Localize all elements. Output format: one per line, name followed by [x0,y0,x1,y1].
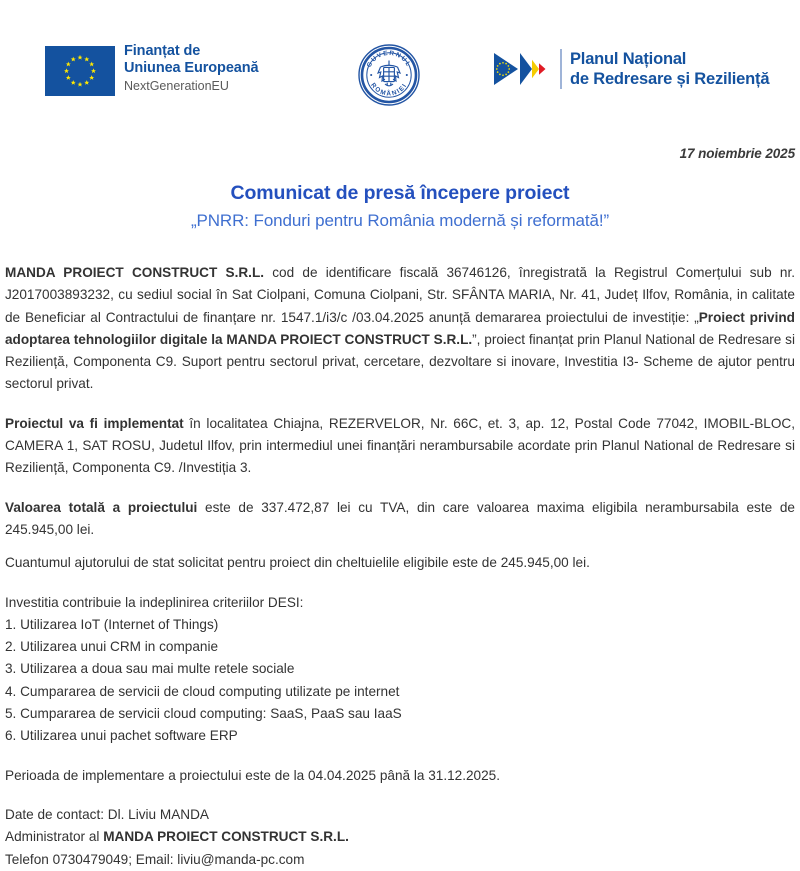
total-value-lead: Valoarea totală a proiectului [5,499,198,515]
title-block [0,180,800,234]
desi-list-item: 1. Utilizarea IoT (Internet of Things) [5,616,219,632]
paragraph-3-text: este de 337.472,87 lei cu TVA, din care valoarea maxima eligibila nerambursabila este de 245.945,00 lei. [5,499,795,537]
pnrr-logo-text [570,49,769,89]
svg-text:ROMÂNIEI: ROMÂNIEI [369,81,409,98]
page-subtitle: „PNRR: Fonduri pentru România modernă și reformată!” [190,211,610,230]
implementation-lead: Proiectul va fi implementat [5,415,184,431]
romania-government-seal-icon [358,44,420,106]
company-name-lead: MANDA PROIECT CONSTRUCT S.R.L. [5,265,265,280]
pnrr-arrows-icon [492,49,554,89]
desi-list-item: 4. Cumpararea de servicii de cloud computing utilizate pe internet [5,683,400,699]
implementation-period: Perioada de implementare a proiectului este de la 04.04.2025 până la 31.12.2025. [5,767,501,783]
spacer [5,748,795,765]
spacer [5,480,795,497]
eu-funding-logo [45,43,259,96]
eu-logo-subtitle: NextGenerationEU [124,79,229,93]
desi-list-item: 2. Utilizarea unui CRM in companie [5,639,219,655]
pnrr-logo [492,49,769,89]
paragraph-company-intro [5,262,795,396]
header-logo-strip [0,0,800,132]
contact-phone-email: Telefon 0730479049; Email: liviu@manda-pc.com [5,851,305,867]
spacer [5,396,795,413]
paragraph-1-text-3: ”, proiect finanțat prin Planul National de Redresare si Reziliență, Componenta C9. Suport pentru sectorul privat, cercetare, dezvoltare si inovare, Investitia I3- Scheme de ajutor pentru sectorul privat. [5,331,795,392]
desi-list-item: 5. Cumpararea de servicii cloud computing: SaaS, PaaS sau IaaS [5,706,402,722]
eu-logo-line1: Finanțat de [124,43,201,59]
paragraph-implementation-location [5,413,795,480]
pnrr-logo-line1: Planul Național [570,50,687,68]
paragraph-2-text: în localitatea Chiajna, REZERVELOR, Nr. 66C, et. 3, ap. 12, Postal Code 77042, IMOBIL-BLOC, CAMERA 1, SAT ROSU, Judetul Ilfov, prin intermediul unei finanțări nerambursabile acordate prin Planul National de Redresare si Reziliență, Componenta C9. /Investiția 3. [5,415,795,476]
contact-person: Date de contact: Dl. Liviu MANDA [5,806,209,822]
desi-intro: Investitia contribuie la indeplinirea criteriilor DESI: [5,594,304,610]
project-name-bold: Proiect privind adoptarea tehnologiilor digitale la MANDA PROIECT CONSTRUCT S.R.L. [5,309,795,347]
spacer [5,787,795,804]
contact-administrator [5,826,795,848]
eu-logo-line2: Uniunea Europeană [124,60,259,76]
eu-flag-icon [45,46,115,96]
spacer [5,541,795,552]
contact-administrator-label: Administrator al [5,829,104,845]
spacer [5,575,795,592]
eu-logo-text [124,43,258,94]
pnrr-logo-line2: de Redresare și Reziliență [570,70,770,88]
paragraph-total-value [5,497,795,542]
eu-stars-icon [45,46,115,96]
pnrr-divider [560,49,562,89]
document-body [5,262,795,871]
desi-list-item: 6. Utilizarea unui pachet software ERP [5,728,238,744]
paragraph-state-aid: Cuantumul ajutorului de stat solicitat pentru proiect din cheltuielile eligibile este de 245.945,00 lei. [5,555,590,571]
paragraph-1-text-1: cod de identificare fiscală 36746126, înregistrată la Registrul Comerțului sub nr. J2017003893232, cu sediul social în Sat Ciolpani, Comuna Ciolpani, Str. SFÂNTA MARIA, Nr. 41, Județ Ilfov, România, in calitate de Beneficiar al Contractului de finanțare nr. 1547.1/i3/c /03.04.2025 anunță demararea proiectului de investiție: „ [5,265,795,325]
svg-text:GUVERNUL: GUVERNUL [365,49,413,69]
page-title: Comunicat de presă începere proiect [230,182,570,204]
contact-company-name: MANDA PROIECT CONSTRUCT S.R.L. [103,829,349,845]
document-date: 17 noiembrie 2025 [679,146,795,161]
desi-list-item: 3. Utilizarea a doua sau mai multe retele sociale [5,661,295,677]
